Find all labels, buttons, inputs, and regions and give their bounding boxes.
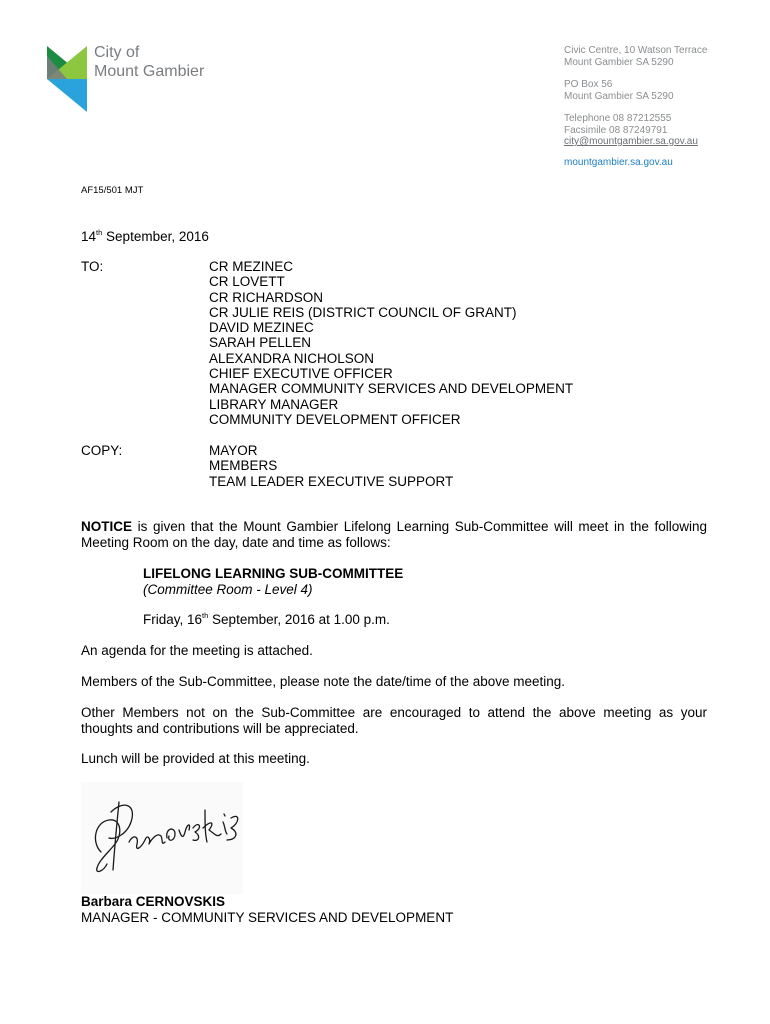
copy-recipient: MAYOR <box>209 443 258 458</box>
copy-list <box>209 443 453 489</box>
signatory-block <box>81 894 453 925</box>
to-recipient: CR RICHARDSON <box>209 289 324 305</box>
notice-bold: NOTICE <box>81 519 133 534</box>
date-day: 14 <box>81 229 97 244</box>
signature-image <box>81 782 243 894</box>
to-recipient: COMMUNITY DEVELOPMENT OFFICER <box>209 411 461 427</box>
meeting-details <box>143 566 403 598</box>
to-recipient: CR LOVETT <box>209 274 285 290</box>
meeting-room: (Committee Room - Level 4) <box>143 582 313 597</box>
telephone: Telephone 08 87212555 <box>564 113 672 124</box>
to-recipient: CR MEZINEC <box>209 259 293 274</box>
meeting-time <box>143 612 390 628</box>
address-line-1: Civic Centre, 10 Watson Terrace <box>564 45 708 56</box>
address-street <box>564 45 707 68</box>
to-recipient: ALEXANDRA NICHOLSON <box>209 350 375 366</box>
to-recipient: LIBRARY MANAGER <box>209 396 339 412</box>
meeting-when-pre: Friday, 16 <box>143 612 203 627</box>
address-line-4: Mount Gambier SA 5290 <box>564 90 674 102</box>
facsimile: Facsimile 08 87249791 <box>564 124 668 136</box>
address-line-3: PO Box 56 <box>564 79 613 90</box>
members-paragraph: Members of the Sub-Committee, please note the date/time of the above meeting. <box>81 674 566 689</box>
lunch-paragraph: Lunch will be provided at this meeting. <box>81 751 310 766</box>
email-link[interactable]: city@mountgambier.sa.gov.au <box>564 136 698 147</box>
logo-line-1: City of <box>94 44 140 61</box>
letter-date <box>81 229 209 244</box>
website-link[interactable]: mountgambier.sa.gov.au <box>564 157 673 168</box>
others-paragraph: Other Members not on the Sub-Committee are encouraged to attend the above meeting as your thoughts and contributions will be appreciated. <box>81 705 707 736</box>
address-postal <box>564 79 674 102</box>
reference-number: AF15/501 MJT <box>81 185 144 196</box>
copy-recipient: MEMBERS <box>209 458 278 474</box>
address-contact <box>564 113 698 148</box>
signatory-name: Barbara CERNOVSKIS <box>81 894 226 909</box>
meeting-when-suffix: th <box>202 610 209 620</box>
meeting-title: LIFELONG LEARNING SUB-COMMITTEE <box>143 566 404 581</box>
city-logo-icon <box>47 46 87 112</box>
to-recipient: CR JULIE REIS (DISTRICT COUNCIL OF GRANT) <box>209 304 517 320</box>
copy-label: COPY: <box>81 443 123 458</box>
to-recipient: MANAGER COMMUNITY SERVICES AND DEVELOPMENT <box>209 381 574 397</box>
logo-wordmark <box>94 43 204 81</box>
date-rest: September, 2016 <box>102 229 209 244</box>
date-suffix: th <box>96 227 103 237</box>
to-recipient: DAVID MEZINEC <box>209 320 314 336</box>
logo-line-2: Mount Gambier <box>94 63 205 80</box>
to-recipient: CHIEF EXECUTIVE OFFICER <box>209 366 393 382</box>
signatory-title: MANAGER - COMMUNITY SERVICES AND DEVELOPMENT <box>81 909 454 925</box>
copy-recipient: TEAM LEADER EXECUTIVE SUPPORT <box>209 473 454 489</box>
to-label: TO: <box>81 259 104 274</box>
notice-paragraph <box>81 519 707 551</box>
meeting-when-post: September, 2016 at 1.00 p.m. <box>208 612 390 627</box>
address-web <box>564 157 673 169</box>
to-recipient: SARAH PELLEN <box>209 335 312 351</box>
address-line-2: Mount Gambier SA 5290 <box>564 56 674 68</box>
notice-text: is given that the Mount Gambier Lifelong Learning Sub-Committee will meet in the following Meeting Room on the day, date and time as follows: <box>81 519 707 550</box>
agenda-paragraph: An agenda for the meeting is attached. <box>81 643 313 658</box>
to-list <box>209 259 573 427</box>
